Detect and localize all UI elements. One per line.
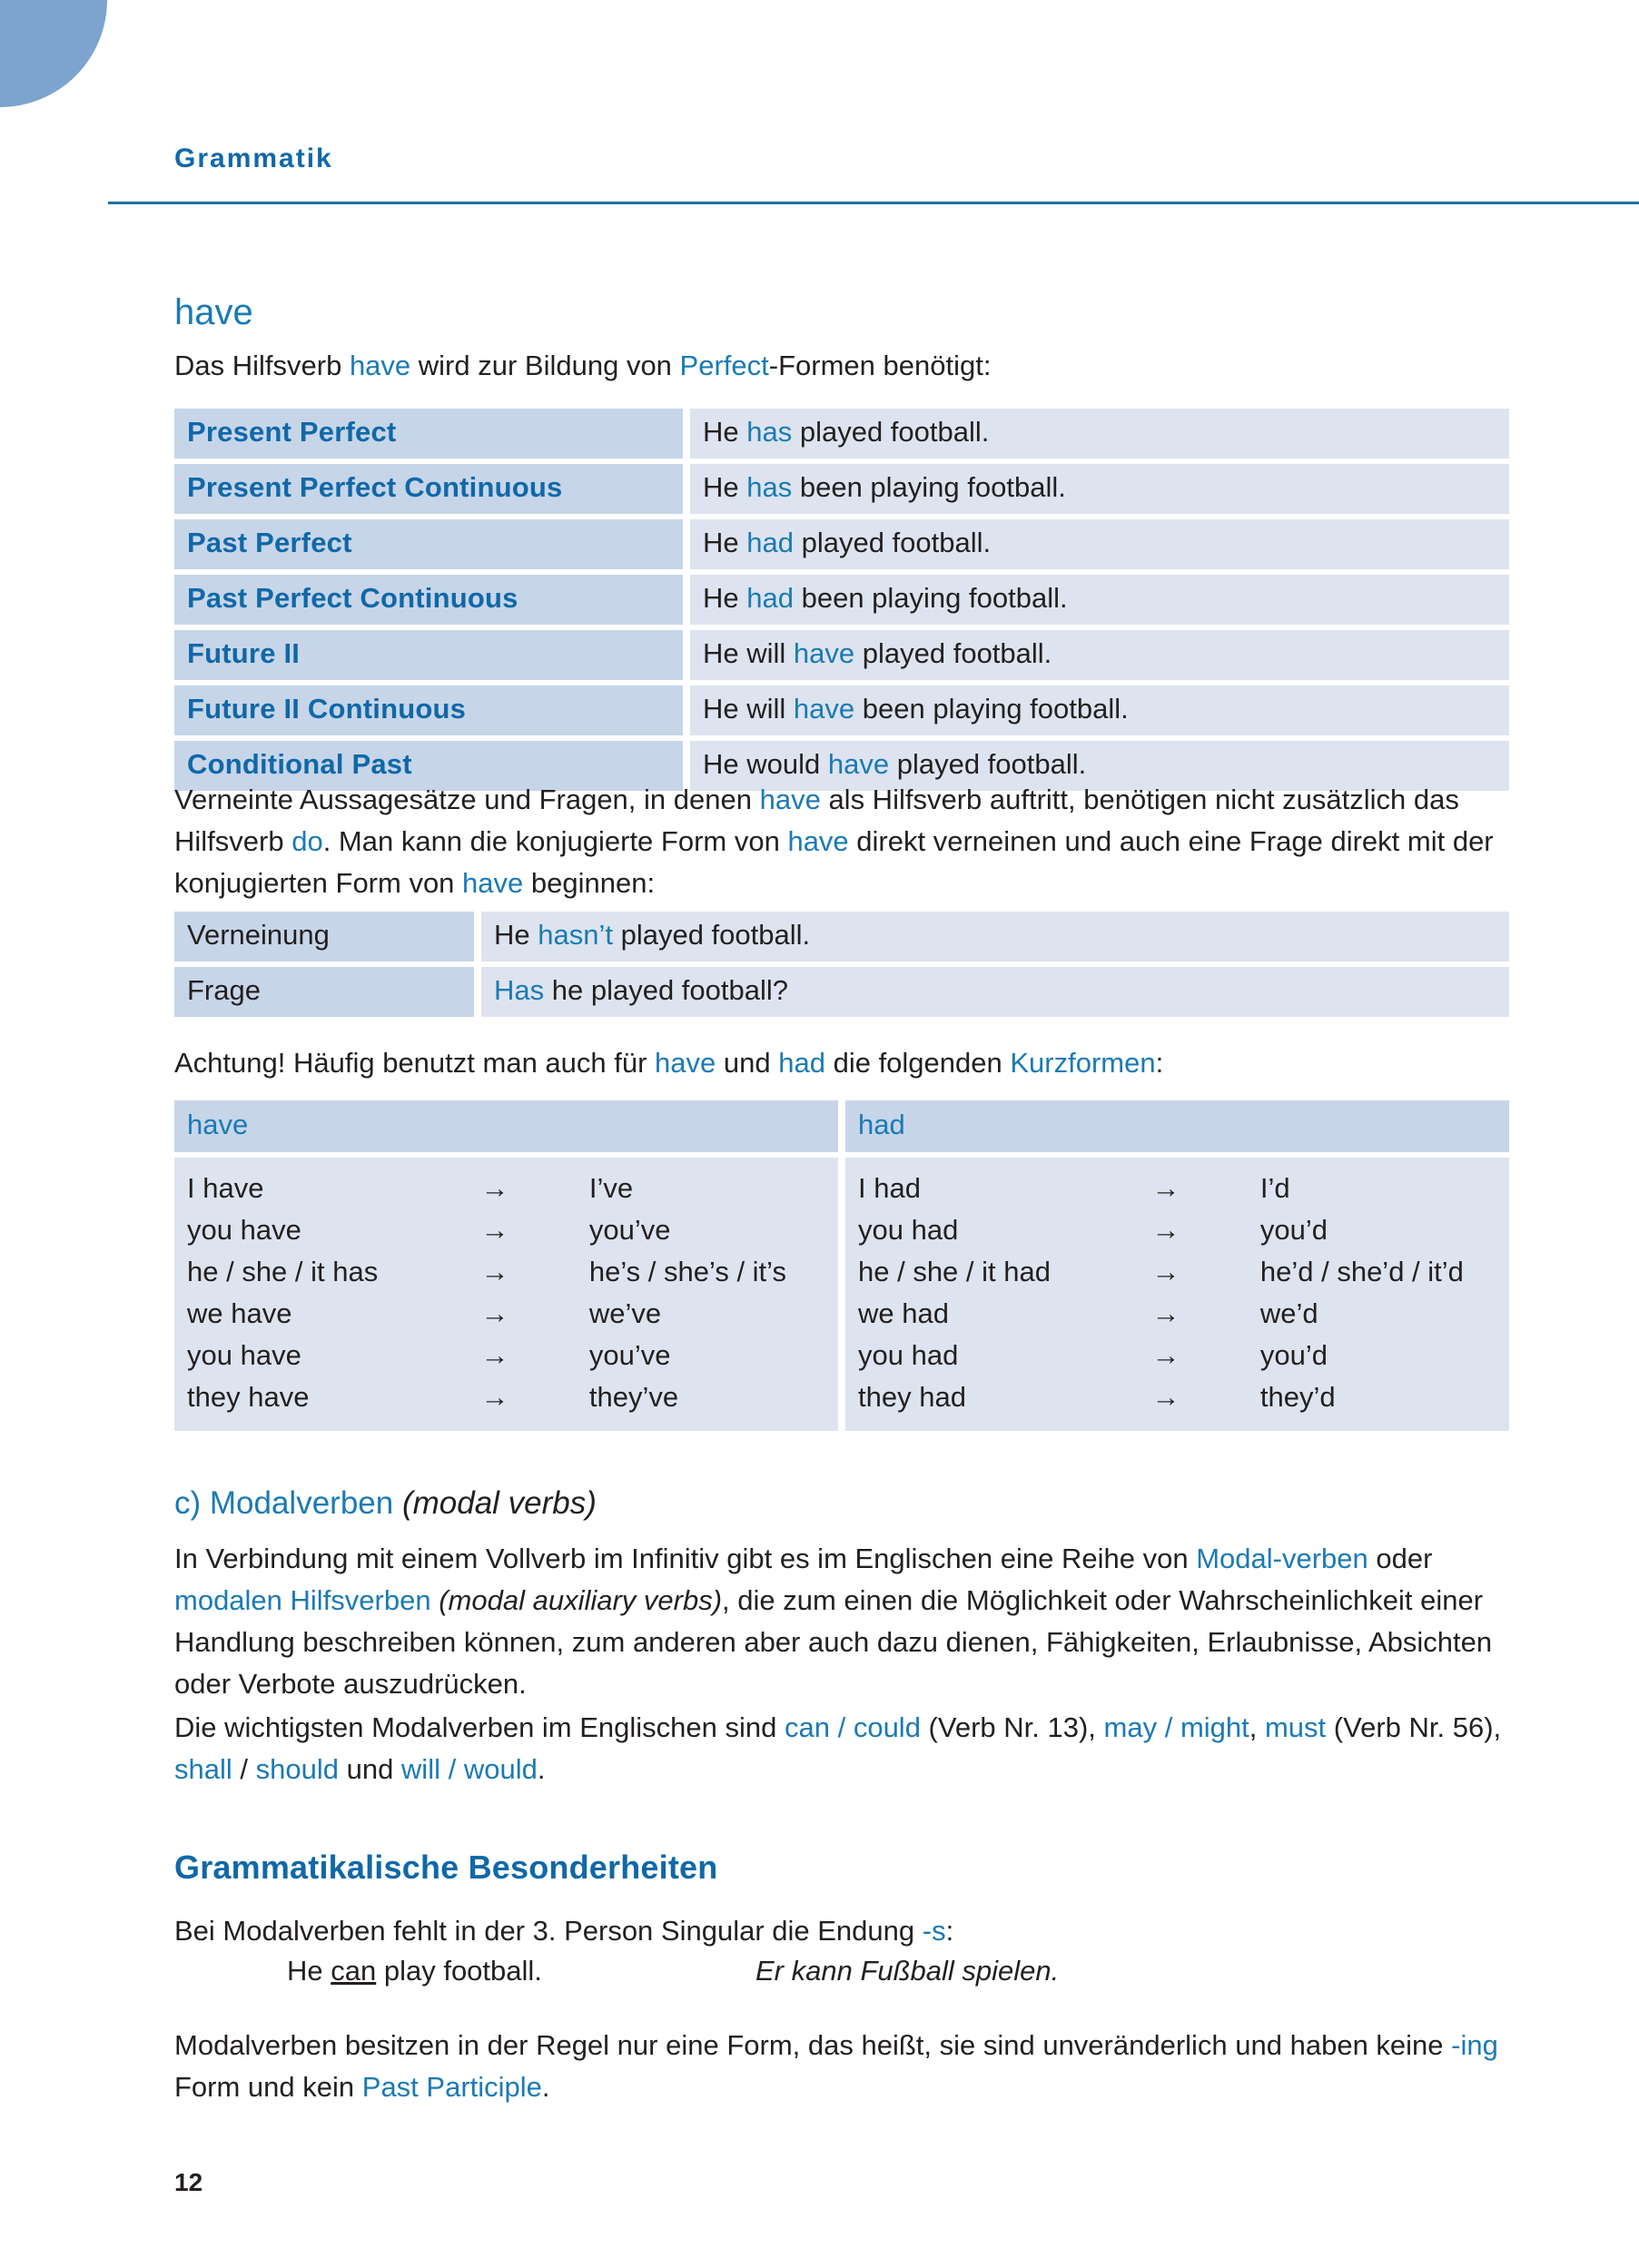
arrow-icon: →: [480, 1297, 509, 1329]
hl-past-participle: Past Participle: [361, 2071, 542, 2103]
table-cell-example: Has he played football?: [481, 967, 1509, 1017]
table-cell-label: Future II Continuous: [174, 685, 683, 735]
short-forms-intro: Achtung! Häufig benutzt man auch für have und had die folgenden Kurzformen:: [174, 1047, 1164, 1079]
contraction-full: you had: [858, 1214, 959, 1246]
contraction-full: he / she / it has: [187, 1256, 379, 1287]
hl-can: can: [785, 1711, 830, 1743]
table-cell-example: He hasn’t played football.: [481, 912, 1509, 961]
table-cell-label: Present Perfect Continuous: [174, 464, 683, 514]
highlighted-verb: has: [746, 416, 793, 448]
table-row: [174, 912, 1509, 961]
highlighted-verb: had: [746, 582, 794, 614]
contraction-short: I’ve: [588, 1172, 634, 1204]
hl-must: must: [1264, 1711, 1327, 1743]
hl-have-3: have: [787, 825, 849, 857]
contraction-row: [187, 1251, 825, 1293]
table-cell-label: Past Perfect Continuous: [174, 575, 683, 625]
contraction-short: you’ve: [588, 1214, 671, 1246]
arrow-icon: →: [1151, 1297, 1180, 1329]
contraction-full: they have: [187, 1381, 310, 1413]
table-cell-label: Conditional Past: [174, 741, 683, 791]
table-cell-label: Frage: [174, 967, 474, 1017]
table-cell-example: He would have played football.: [690, 741, 1509, 791]
contraction-row: [858, 1251, 1496, 1293]
highlighted-verb: Has: [494, 974, 545, 1006]
hl-will: will: [400, 1753, 440, 1785]
modal-heading-italic: (modal verbs): [401, 1485, 597, 1521]
contraction-short: he’d / she’d / it’d: [1259, 1256, 1464, 1287]
arrow-icon: →: [480, 1172, 509, 1204]
example-can-underlined: can: [331, 1955, 377, 1987]
contraction-short: you’d: [1259, 1339, 1328, 1371]
arrow-icon: →: [1151, 1172, 1180, 1204]
tenses-table: [174, 409, 1509, 791]
modal-heading-main: c) Modalverben: [174, 1485, 394, 1521]
contraction-row: [187, 1335, 825, 1376]
contraction-full: we have: [187, 1297, 292, 1329]
have-intro-paragraph: Das Hilfsverb have wird zur Bildung von Perfect-Formen benötigt:: [174, 350, 992, 381]
table-row: [174, 519, 1509, 569]
contraction-full: I have: [187, 1172, 264, 1204]
contraction-short: he’s / she’s / it’s: [588, 1256, 786, 1287]
contraction-row: [187, 1376, 825, 1418]
arrow-icon: →: [1151, 1339, 1180, 1371]
contraction-full: we had: [858, 1297, 949, 1329]
contraction-full: you had: [858, 1339, 959, 1371]
table-cell-label: Present Perfect: [174, 409, 683, 459]
hl-do: do: [291, 825, 323, 857]
hl-ing: -ing: [1451, 2029, 1498, 2061]
highlighted-verb: have: [793, 637, 855, 669]
hl-had: had: [778, 1047, 825, 1079]
table-cell-label: Future II: [174, 630, 683, 680]
arrow-icon: →: [480, 1381, 509, 1413]
modal-aux-italic: (modal auxiliary verbs): [439, 1584, 723, 1616]
short-forms-column-header: had: [845, 1100, 1509, 1152]
contraction-row: [858, 1209, 1496, 1251]
example-german: Er kann Fußball spielen.: [755, 1955, 1060, 1987]
contraction-full: he / she / it had: [858, 1256, 1051, 1287]
negation-paragraph: Verneinte Aussagesätze und Fragen, in denen have als Hilfsverb auftritt, benötigen nicht zusätzlich das Hilfsverb do. Man kann die konjugierte Form von have direkt verneinen und auch eine Frage direkt mit der konjugierten Form von have beginnen:: [174, 784, 1494, 899]
table-row: [174, 575, 1509, 625]
table-row: [174, 967, 1509, 1017]
page-number: 12: [174, 2168, 203, 2196]
contraction-row: [187, 1209, 825, 1251]
table-row: [174, 409, 1509, 459]
table-cell-example: He will have played football.: [690, 630, 1509, 680]
arrow-icon: →: [480, 1256, 509, 1287]
table-cell-example: He had played football.: [690, 519, 1509, 569]
closing-paragraph: Modalverben besitzen in der Regel nur eine Form, das heißt, sie sind unveränderlich und haben keine -ing Form und kein Past Participle.: [174, 2029, 1498, 2103]
table-cell-example: He has played football.: [690, 409, 1509, 459]
table-cell-example: He had been playing football.: [690, 575, 1509, 625]
example-english: He can play football.: [287, 1955, 542, 1987]
arrow-icon: →: [480, 1214, 509, 1246]
hl-should: should: [255, 1753, 339, 1785]
hl-have-4: have: [462, 867, 524, 899]
contraction-full: you have: [187, 1339, 301, 1371]
contraction-row: [858, 1168, 1496, 1209]
short-forms-column-body: [174, 1158, 838, 1431]
contraction-full: I had: [858, 1172, 921, 1204]
special-paragraph: Bei Modalverben fehlt in der 3. Person Singular die Endung -s:: [174, 1915, 954, 1947]
arrow-icon: →: [1151, 1214, 1180, 1246]
contraction-row: [187, 1293, 825, 1335]
highlighted-verb: have: [827, 748, 890, 780]
hl-shall: shall: [174, 1753, 232, 1785]
contraction-full: they had: [858, 1381, 966, 1413]
hl-might: might: [1180, 1711, 1249, 1743]
example-line: [174, 1950, 1509, 1992]
table-row: [174, 630, 1509, 680]
section-heading-have: have: [174, 292, 253, 332]
hl-endung-s: -s: [922, 1915, 946, 1947]
hl-have: have: [349, 350, 411, 381]
contraction-short: we’d: [1259, 1297, 1318, 1329]
table-cell-example: He will have been playing football.: [690, 685, 1509, 735]
highlighted-verb: had: [746, 527, 794, 558]
negation-table: [174, 912, 1509, 1017]
table-row: [174, 464, 1509, 514]
hl-may: may: [1103, 1711, 1158, 1743]
contraction-row: [858, 1376, 1496, 1418]
hl-kurzformen: Kurzformen: [1010, 1047, 1156, 1079]
highlighted-verb: hasn’t: [538, 919, 613, 951]
header-rule: [108, 202, 1639, 204]
hl-have-2: have: [759, 784, 821, 815]
contraction-row: [187, 1168, 825, 1209]
heading-grammatikalische-besonderheiten: Grammatikalische Besonderheiten: [174, 1849, 718, 1886]
hl-have-5: have: [655, 1047, 716, 1079]
hl-would: would: [463, 1753, 538, 1785]
table-cell-example: He has been playing football.: [690, 464, 1509, 514]
contraction-row: [858, 1335, 1496, 1376]
arrow-icon: →: [1151, 1381, 1180, 1413]
contraction-short: I’d: [1259, 1172, 1290, 1204]
section-heading-modalverben: [174, 1485, 597, 1522]
contraction-row: [858, 1293, 1496, 1335]
contraction-short: they’d: [1259, 1381, 1336, 1413]
running-head: Grammatik: [174, 143, 333, 173]
hl-could: could: [853, 1711, 921, 1743]
contraction-short: we’ve: [588, 1297, 662, 1329]
table-row: [174, 685, 1509, 735]
hl-modalverben: Modal-verben: [1196, 1543, 1368, 1574]
table-cell-label: Verneinung: [174, 912, 474, 961]
contraction-short: you’d: [1259, 1214, 1328, 1246]
short-forms-column-body: [845, 1158, 1509, 1431]
short-forms-column-header: have: [174, 1100, 838, 1152]
table-cell-label: Past Perfect: [174, 519, 683, 569]
modal-paragraph-1: In Verbindung mit einem Vollverb im Infinitiv gibt es im Englischen eine Reihe von Modal-verben oder modalen Hilfsverben (modal auxiliary verbs), die zum einen die Möglichkeit oder Wahrscheinlichkeit einer Handlung beschreiben können, zum anderen aber auch dazu dienen, Fähigkeiten, Erlaubnisse, Absichten oder Verbote auszudrücken.: [174, 1543, 1493, 1700]
contraction-short: they’ve: [588, 1381, 679, 1413]
contraction-full: you have: [187, 1214, 301, 1246]
decorative-corner-circle: [0, 0, 107, 107]
short-forms-table: [174, 1100, 1509, 1431]
hl-modalen-hilfsverben: modalen Hilfsverben: [174, 1584, 431, 1616]
arrow-icon: →: [480, 1339, 509, 1371]
arrow-icon: →: [1151, 1256, 1180, 1287]
short-forms-header-row: [174, 1100, 1509, 1152]
contraction-short: you’ve: [588, 1339, 671, 1371]
hl-perfect: Perfect: [679, 350, 769, 381]
modal-paragraph-2: Die wichtigsten Modalverben im Englischen sind can / could (Verb Nr. 13), may / might, must (Verb Nr. 56), shall / should und will / would.: [174, 1711, 1502, 1785]
highlighted-verb: have: [793, 693, 855, 725]
highlighted-verb: has: [746, 471, 793, 503]
short-forms-body-row: [174, 1158, 1509, 1431]
